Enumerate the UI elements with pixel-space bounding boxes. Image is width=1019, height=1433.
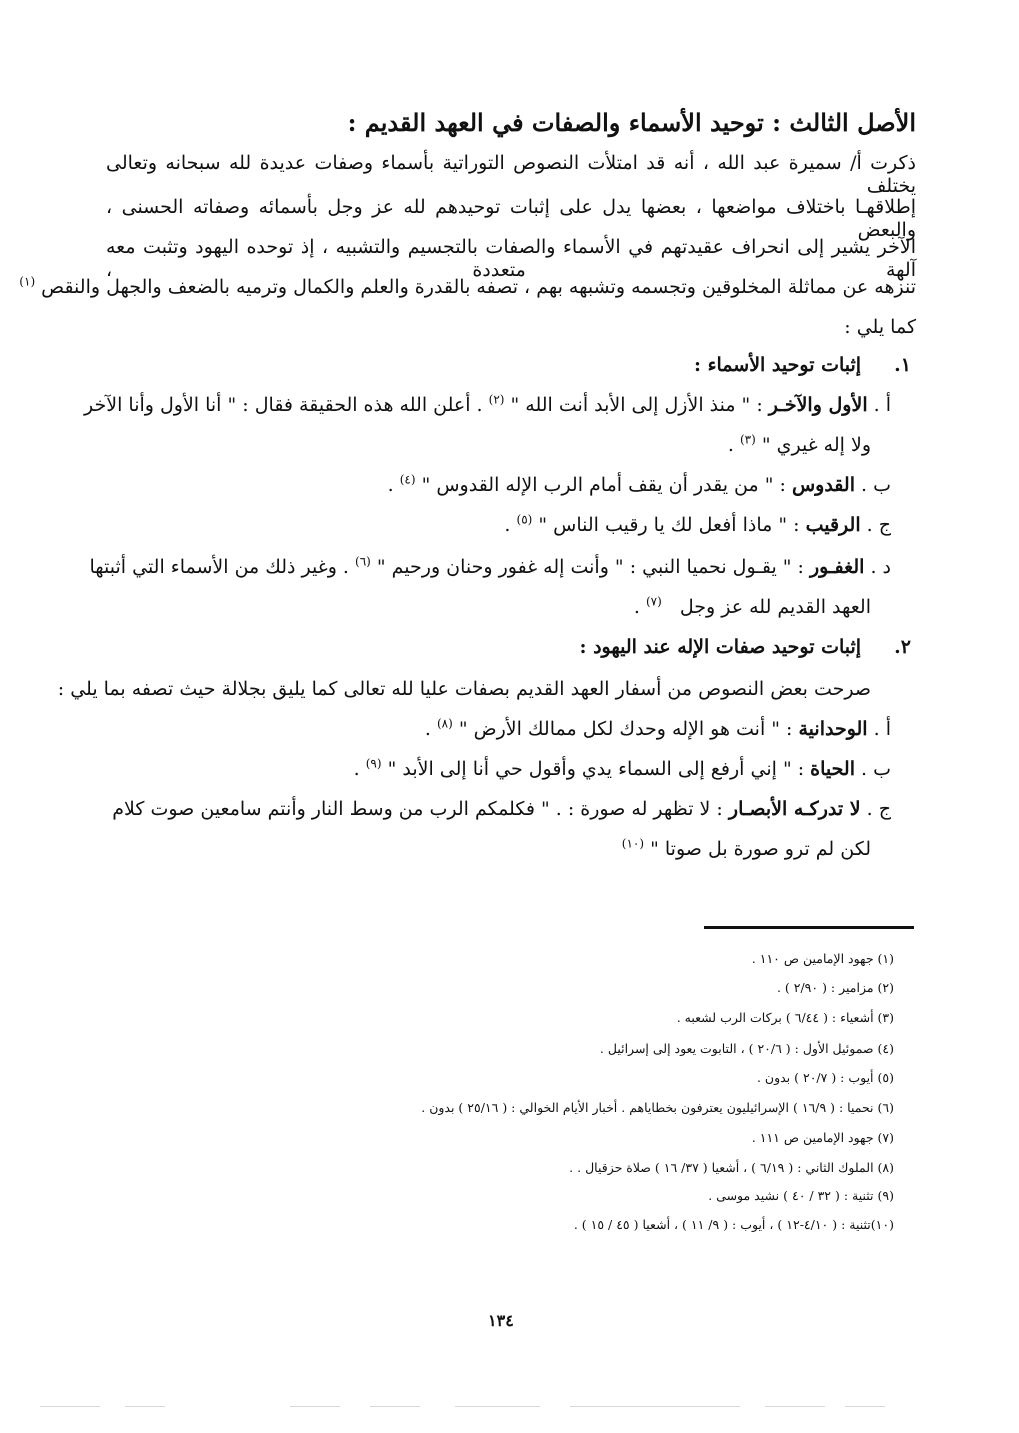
intro-line-1 — [106, 152, 916, 198]
item-end: . — [424, 718, 431, 740]
intro-line-2 — [106, 196, 916, 242]
item-1a-continued — [728, 434, 871, 457]
item-text: العهد القديم لله عز وجل — [679, 596, 871, 618]
footnote-ref: (٣) — [739, 432, 756, 447]
footnote: (٢) مزامير : ( ٢/٩٠ ) . — [776, 980, 894, 995]
intro-text-5: كما يلي : — [844, 316, 916, 338]
item-text: : " من يقدر أن يقف أمام الرب الإله القدوس " — [421, 474, 786, 496]
footnote: (٧) جهود الإمامين ص ١١١ . — [751, 1130, 894, 1145]
item-text: : لا تظهر له صورة : . " فكلمكم الرب من وسط النار وأنتم سامعين صوت كلام — [112, 798, 723, 820]
item-text: : " أنت هو الإله وحدك لكل ممالك الأرض " — [458, 718, 793, 740]
intro-text-4: تنزهه عن مماثلة المخلوقين وتجسمه وتشبهه بهم ، تصفه بالقدرة والعلم والكمال وترميه بالضعف والجهل والنقص — [41, 276, 916, 298]
item-term: الرقيب — [805, 514, 861, 536]
scan-artifact — [370, 1406, 420, 1407]
item-text: . أعلن الله هذه الحقيقة فقال : " أنا الأول وأنا الآخر — [84, 394, 483, 416]
intro-line-4 — [19, 276, 916, 299]
heading-text: الأصل الثالث : توحيد الأسماء والصفات في العهد القديم : — [347, 108, 916, 137]
item-letter: ب . — [861, 474, 891, 496]
item-end: . — [387, 474, 394, 496]
section-2-title: إثبات توحيد صفات الإله عند اليهود : — [579, 636, 862, 658]
section-heading — [348, 108, 916, 137]
footnote: (١٠)تثنية : ( ٤/١٠-١٢ ) ، أيوب : ( ٩/ ١١ ) ، أشعيا ( ٤٥ / ١٥ ) . — [573, 1217, 894, 1232]
footnote: (١) جهود الإمامين ص ١١٠ . — [751, 951, 894, 966]
section-2-intro-text: صرحت بعض النصوص من أسفار العهد القديم بصفات عليا لله تعالى كما يليق بجلالة حيث تصفه بما يلي : — [57, 678, 871, 700]
item-letter: د . — [870, 556, 891, 578]
footnote: (٣) أشعياء : ( ٦/٤٤ ) بركات الرب لشعبه . — [676, 1010, 894, 1025]
footnote-ref: (٥) — [516, 512, 533, 527]
footnote-ref: (٢) — [488, 392, 505, 407]
item-end: . — [633, 596, 640, 618]
footnote-ref: (٩) — [365, 756, 382, 771]
section-1-number: ١. — [894, 354, 911, 376]
item-term: الحياة — [810, 758, 855, 780]
item-end: . — [353, 758, 360, 780]
intro-text-2: إطلاقهـا باختلاف مواضعها ، بعضها يدل على إثبات توحيدهم لله عز وجل بأسمائه وصفاته الحسنى ، والبعض — [106, 196, 916, 241]
item-term: الوحدانية — [798, 718, 868, 740]
footnote-ref: (١٠) — [621, 836, 645, 851]
item-2c-continued — [622, 838, 871, 861]
footnote-separator — [704, 926, 914, 929]
item-text: : " إني أرفع إلى السماء يدي وأقول حي أنا إلى الأبد " — [387, 758, 805, 780]
section-2-heading — [579, 636, 911, 659]
item-text: : " منذ الأزل إلى الأبد أنت الله " — [510, 394, 763, 416]
footnote: (٤) صموئيل الأول : ( ٢٠/٦ ) ، التابوت يعود إلى إسرائيل . — [599, 1041, 894, 1056]
item-text: لكن لم ترو صورة بل صوتا " — [650, 838, 871, 860]
item-letter: أ . — [873, 718, 891, 740]
section-2-intro — [58, 678, 871, 701]
item-1a — [84, 394, 891, 417]
footnote-ref: (٦) — [355, 554, 371, 569]
item-term: الأول والآخـر — [768, 394, 868, 416]
item-1b — [388, 474, 891, 497]
item-letter: أ . — [873, 394, 891, 416]
section-2-number: ٢. — [894, 636, 911, 658]
item-term: الغفـور — [810, 556, 865, 578]
page-number: ١٣٤ — [488, 1311, 514, 1330]
item-text: : " ماذا أفعل لك يا رقيب الناس " — [538, 514, 800, 536]
item-letter: ب . — [861, 758, 891, 780]
footnote: (٥) أيوب : ( ٢٠/٧ ) بدون . — [756, 1070, 894, 1085]
section-1-title: إثبات توحيد الأسماء : — [693, 354, 862, 376]
item-end: . — [727, 434, 734, 456]
footnote-ref: (١) — [19, 274, 36, 289]
footnote: (٨) الملوك الثاني : ( ٦/١٩ ) ، أشعيا ( ٣٧/ ١٦ ) صلاة حزقيال . . — [569, 1160, 894, 1175]
scan-artifact — [845, 1406, 885, 1407]
section-1-heading — [694, 354, 911, 377]
footnote-ref: (٨) — [436, 716, 453, 731]
item-2a — [425, 718, 891, 741]
footnote-ref: (٧) — [645, 594, 662, 609]
intro-text-3: الآخر يشير إلى انحراف عقيدتهم في الأسماء والصفات بالتجسيم والتشبيه ، إذ توحده اليهود وتثبت معه آلهة متعددة ، — [106, 236, 916, 281]
scan-artifact — [570, 1406, 740, 1407]
intro-line-3 — [106, 236, 916, 282]
footnote-ref: (٤) — [399, 472, 416, 487]
item-term: القدوس — [791, 474, 855, 496]
item-text: . وغير ذلك من الأسماء التي أثبتها — [89, 556, 349, 578]
scan-artifact — [455, 1406, 540, 1407]
intro-text-1: ذكرت أ/ سميرة عبد الله ، أنه قد امتلأت النصوص التوراتية بأسماء وصفات عديدة لله سبحانه وتعالى يختلف — [106, 152, 916, 197]
item-1c — [504, 514, 891, 537]
footnote: (٩) تثنية : ( ٣٢ / ٤٠ ) نشيد موسى . — [708, 1188, 894, 1203]
item-text: : " يقـول نحميا النبي : " وأنت إله غفور وحنان ورحيم " — [376, 556, 804, 578]
scan-artifact — [290, 1406, 340, 1407]
item-2c — [112, 798, 891, 821]
item-letter: ج . — [866, 798, 891, 820]
item-1d — [89, 556, 891, 579]
item-term: لا تدركـه الأبصـار — [728, 798, 861, 820]
item-letter: ج . — [866, 514, 891, 536]
scan-artifact — [765, 1406, 825, 1407]
footnote: (٦) نحميا : ( ١٦/٩ ) الإسرائيليون يعترفون بخطاياهم . أخبار الأيام الخوالي : ( ٢٥/١٦ ) بدون . — [421, 1100, 894, 1115]
item-2b — [354, 758, 891, 781]
item-text: ولا إله غيري " — [761, 434, 871, 456]
intro-line-5 — [844, 316, 916, 339]
scan-artifact — [125, 1406, 165, 1407]
item-end: . — [504, 514, 511, 536]
item-1d-continued — [634, 596, 871, 619]
scan-artifact — [40, 1406, 100, 1407]
